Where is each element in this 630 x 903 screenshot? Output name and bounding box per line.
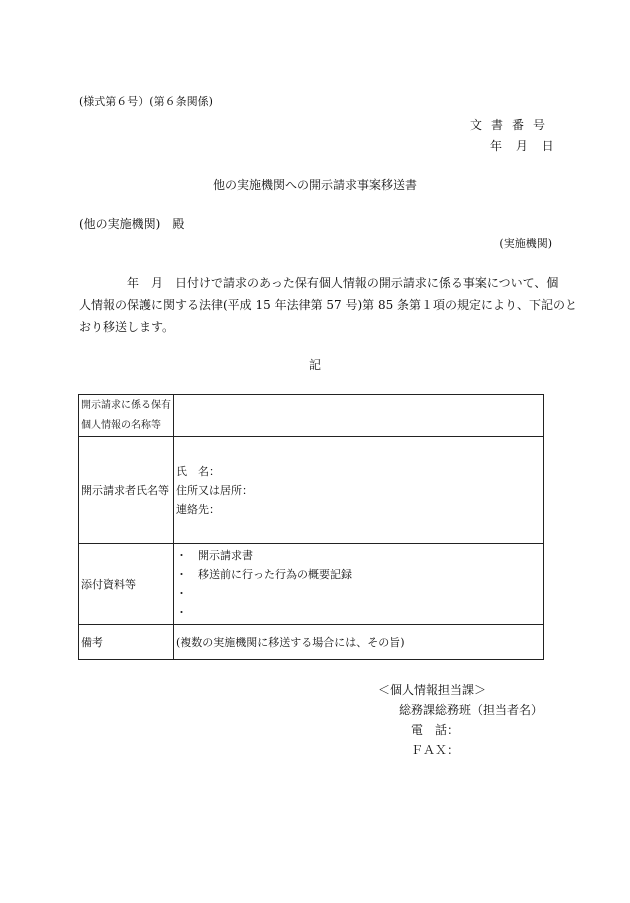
table-row <box>79 395 544 437</box>
attachment-item-2: 移送前に行った行為の概要記録 <box>198 568 352 581</box>
bullet-mark: ・ <box>176 606 187 619</box>
list-item <box>176 546 541 565</box>
remarks-header: 備考 <box>79 625 174 660</box>
ki-heading: 記 <box>308 358 321 372</box>
sender-line: (実施機関) <box>499 237 552 250</box>
document-title: 他の実施機関への開示請求事案移送書 <box>212 178 417 192</box>
form-label: (様式第６号）(第６条関係) <box>79 95 213 108</box>
list-item <box>176 603 541 622</box>
contact-department: ＜個人情報担当課＞ <box>378 683 487 697</box>
bullet-mark: ・ <box>176 587 187 600</box>
list-item <box>176 565 541 584</box>
recipient-line: (他の実施機関) 殿 <box>79 217 185 231</box>
requester-contact-label: 連絡先： <box>176 502 220 516</box>
bullet-mark: ・ <box>176 549 187 562</box>
attachment-item-1: 開示請求書 <box>198 549 253 562</box>
requester-address-label: 住所又は居所： <box>176 483 253 497</box>
requester-header: 開示請求者氏名等 <box>79 437 174 544</box>
body-paragraph-line-1: 年 月 日付けで請求のあった保有個人情報の開示請求に係る事案について、個 <box>79 276 559 290</box>
info-name-value <box>174 395 544 437</box>
attachments-list <box>174 544 544 625</box>
table-row <box>79 437 544 544</box>
contact-fax-label: ＦＡＸ： <box>411 743 460 757</box>
document-number-label: 文書番号 <box>470 118 555 132</box>
body-paragraph-line-2: 人情報の保護に関する法律(平成 15 年法律第 57 号)第 85 条第１項の規定により、下記のと <box>79 298 578 312</box>
bullet-mark: ・ <box>176 568 187 581</box>
info-name-header <box>79 395 174 437</box>
table-row <box>79 544 544 625</box>
list-item <box>176 584 541 603</box>
body-paragraph-line-3: おり移送します。 <box>79 320 175 334</box>
requester-name-label: 氏 名： <box>176 464 220 478</box>
table-row <box>79 625 544 660</box>
contact-section: 総務課総務班（担当者名） <box>399 703 544 717</box>
requester-details <box>174 437 544 544</box>
info-name-header-line-2: 個人情報の名称等 <box>81 419 161 431</box>
contact-telephone-label: 電 話： <box>411 723 460 737</box>
remarks-value: (複数の実施機関に移送する場合には、その旨) <box>174 625 544 660</box>
attachments-header: 添付資料等 <box>79 544 174 625</box>
info-name-header-line-1: 開示請求に係る保有 <box>81 399 171 411</box>
records-table <box>78 394 544 660</box>
document-date-label: 年 月 日 <box>490 139 559 153</box>
